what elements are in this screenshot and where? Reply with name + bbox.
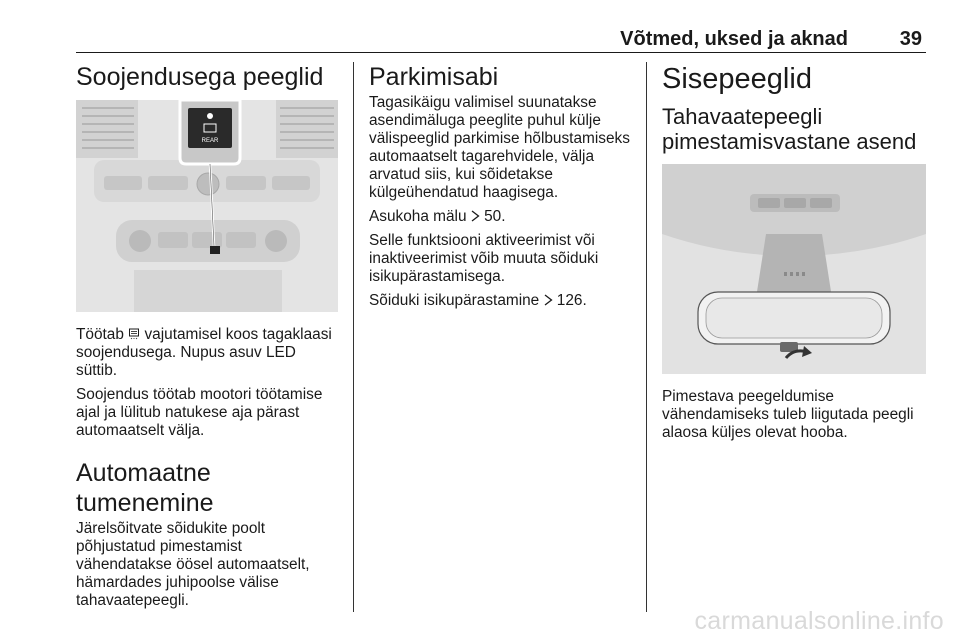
memory-ref-page[interactable]: 50.: [479, 208, 506, 225]
paragraph-anti-dazzle: Pimestava peegeldumise vähendamiseks tuleb liigutada peegli alaosa küljes olevat hooba.: [662, 388, 914, 441]
paragraph-personalization: Selle funktsiooni aktiveerimist või inaktiveerimist võib muuta sõiduki isikupärastamisega.: [369, 232, 599, 285]
page-reference-arrow-icon: [544, 293, 553, 305]
rear-view-mirror-illustration: [662, 164, 926, 374]
column-2: [369, 62, 631, 316]
dashboard-illustration: [76, 100, 338, 312]
personalization-ref-label: Sõiduki isikupärastamine: [369, 292, 540, 309]
paragraph-operation: [76, 326, 338, 380]
heated-mirror-button-illustration: [76, 100, 338, 312]
watermark: carmanualsonline.info: [694, 607, 944, 635]
page-number: 39: [899, 28, 922, 50]
personalization-ref-page[interactable]: 126.: [552, 292, 587, 309]
rear-button-label: REAR: [201, 138, 219, 144]
paragraph-parking-assist: Tagasikäigu valimisel suunatakse asendimäluga peeglite puhul külje välispeeglid parkimise hõlbustamiseks automaatselt tagarehvidele, välja arvatud siis, kui sõidetakse külgeühendatud haagisega.: [369, 94, 630, 201]
page-header: [76, 28, 926, 54]
operation-text-end: vajutamisel koos tagaklaasi soojendusega. Nupus asuv LED süttib.: [76, 326, 332, 379]
section-heading-auto-dimming: Automaatne tumenemine: [76, 459, 214, 517]
column-divider-1: [353, 62, 354, 612]
operation-text-start: Töötab: [76, 326, 124, 343]
column-divider-2: [646, 62, 647, 612]
paragraph-personalization-ref: [369, 292, 631, 310]
mirror-illustration: [662, 164, 926, 374]
section-heading-interior-mirrors: Sisepeeglid: [662, 63, 812, 95]
page-reference-arrow-icon: [471, 209, 480, 221]
section-heading-parking-assist: Parkimisabi: [369, 63, 499, 91]
header-title: Võtmed, uksed ja aknad: [620, 28, 848, 50]
memory-ref-label: Asukoha mälu: [369, 208, 467, 225]
header-rule: [76, 52, 926, 53]
paragraph-memory-ref: [369, 208, 631, 226]
paragraph-heating: Soojendus töötab mootori töötamise ajal ja lülitub natukese aja pärast automaatselt välja.: [76, 386, 323, 439]
column-3: [662, 62, 926, 448]
rear-window-heater-icon: [128, 327, 140, 339]
subheading-anti-dazzle: Tahavaatepeegli pimestamisvastane asend: [662, 104, 917, 154]
paragraph-auto-dimming: Järelsõitvate sõidukite poolt põhjustatud pimestamist vähendatakse öösel automaatselt, hämardades juhipoolse välise tahavaatepeegli.: [76, 520, 310, 609]
column-1: [76, 62, 338, 616]
section-heading-heated-mirrors: Soojendusega peeglid: [76, 63, 324, 91]
